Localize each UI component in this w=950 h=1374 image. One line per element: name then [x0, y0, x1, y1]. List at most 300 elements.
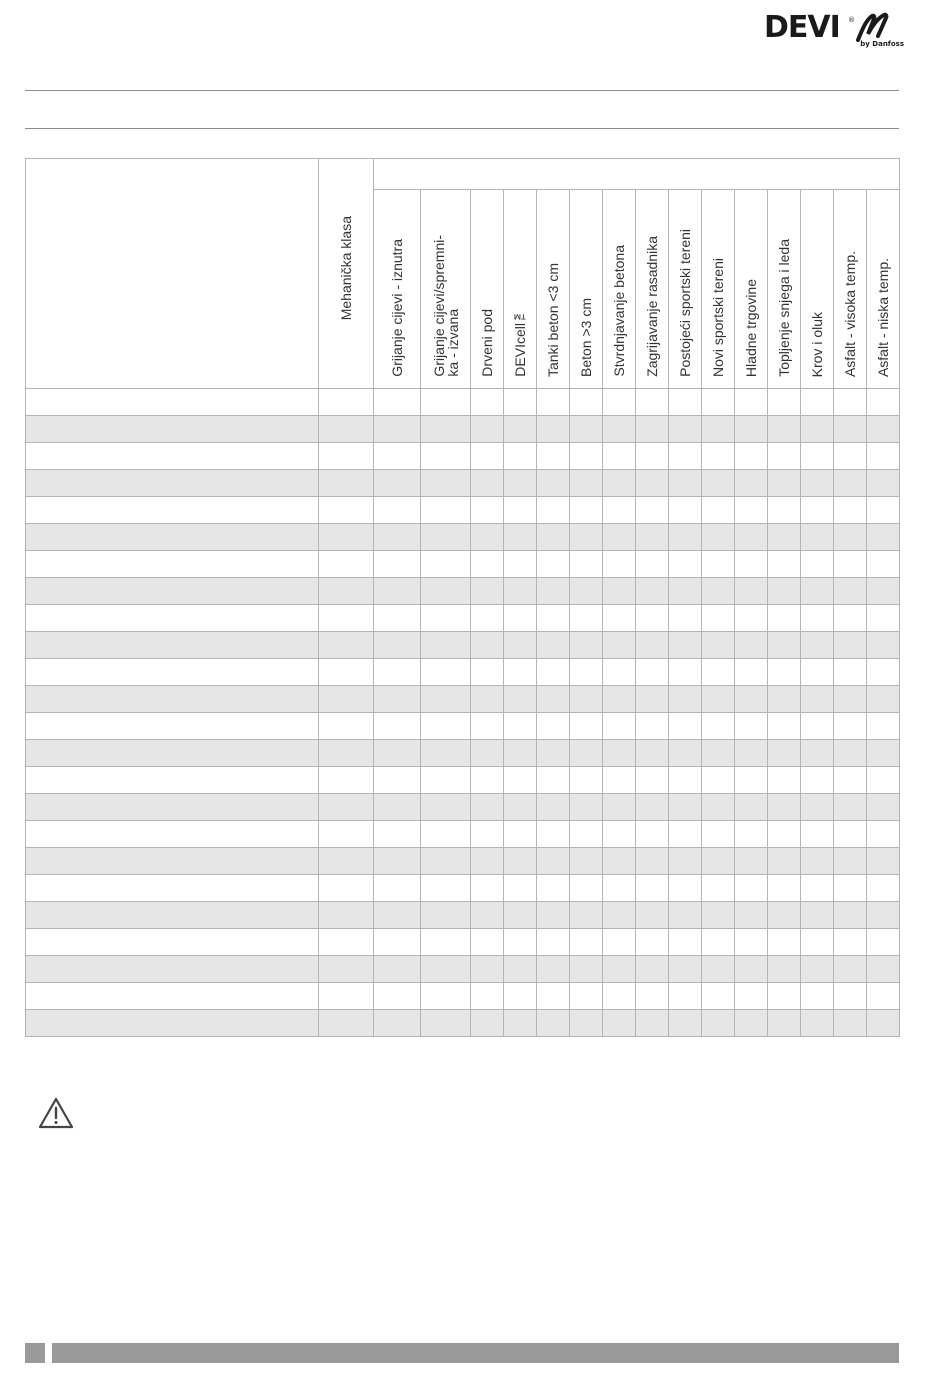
table-cell: [319, 740, 374, 767]
table-cell: [669, 497, 702, 524]
table-cell: [570, 497, 603, 524]
table-cell: [537, 470, 570, 497]
row-label-cell: [26, 389, 319, 416]
table-cell: [801, 497, 834, 524]
table-cell: [421, 443, 471, 470]
table-cell: [669, 848, 702, 875]
table-cell: [669, 686, 702, 713]
table-cell: [471, 848, 504, 875]
table-cell: [636, 497, 669, 524]
devi-wave-logo-icon: [848, 10, 908, 44]
header-col-6: [570, 190, 603, 389]
table-row: [26, 524, 900, 551]
table-cell: [867, 416, 900, 443]
table-cell: [834, 524, 867, 551]
table-cell: [768, 875, 801, 902]
table-cell: [603, 875, 636, 902]
table-cell: [421, 875, 471, 902]
table-cell: [504, 578, 537, 605]
row-label-cell: [26, 1010, 319, 1037]
table-cell: [537, 416, 570, 443]
header-col-12: [768, 190, 801, 389]
table-cell: [570, 875, 603, 902]
header-col-10: [702, 190, 735, 389]
table-cell: [636, 686, 669, 713]
header-col-1: [374, 190, 421, 389]
table-cell: [421, 1010, 471, 1037]
header-label: Novi sportski tereni: [710, 257, 726, 377]
table-cell: [768, 578, 801, 605]
table-cell: [834, 902, 867, 929]
table-cell: [702, 443, 735, 470]
header-label: Hladne trgovine: [743, 278, 759, 377]
table-cell: [504, 470, 537, 497]
table-cell: [421, 659, 471, 686]
table-cell: [374, 713, 421, 740]
table-cell: [537, 524, 570, 551]
table-cell: [319, 389, 374, 416]
table-cell: [471, 443, 504, 470]
row-label-cell: [26, 497, 319, 524]
table-cell: [669, 713, 702, 740]
table-cell: [319, 497, 374, 524]
table-cell: [374, 740, 421, 767]
table-row: [26, 983, 900, 1010]
table-cell: [537, 1010, 570, 1037]
table-cell: [471, 686, 504, 713]
table-cell: [421, 470, 471, 497]
table-cell: [603, 686, 636, 713]
table-cell: [537, 659, 570, 686]
table-row: [26, 902, 900, 929]
table-cell: [570, 929, 603, 956]
table-cell: [504, 767, 537, 794]
table-cell: [801, 848, 834, 875]
table-cell: [319, 983, 374, 1010]
table-cell: [603, 389, 636, 416]
table-row: [26, 551, 900, 578]
table-cell: [669, 389, 702, 416]
table-cell: [735, 848, 768, 875]
header-col-5: [537, 190, 570, 389]
table-cell: [504, 713, 537, 740]
table-cell: [636, 929, 669, 956]
table-cell: [319, 416, 374, 443]
table-cell: [374, 578, 421, 605]
table-cell: [768, 416, 801, 443]
table-cell: [319, 578, 374, 605]
table-cell: [867, 551, 900, 578]
table-cell: [319, 713, 374, 740]
header-col-14: [834, 190, 867, 389]
table-cell: [421, 497, 471, 524]
row-label-cell: [26, 740, 319, 767]
table-cell: [603, 848, 636, 875]
table-row: [26, 578, 900, 605]
table-cell: [801, 794, 834, 821]
table-cell: [636, 605, 669, 632]
table-cell: [570, 686, 603, 713]
table-cell: [374, 821, 421, 848]
table-cell: [834, 740, 867, 767]
table-cell: [421, 821, 471, 848]
table-cell: [603, 416, 636, 443]
table-cell: [768, 686, 801, 713]
table-cell: [636, 524, 669, 551]
table-cell: [537, 551, 570, 578]
table-cell: [504, 524, 537, 551]
table-cell: [636, 767, 669, 794]
footer-page-square: [25, 1343, 45, 1363]
table-cell: [421, 389, 471, 416]
row-label-cell: [26, 929, 319, 956]
header-col-4: [504, 190, 537, 389]
table-cell: [867, 578, 900, 605]
table-cell: [669, 1010, 702, 1037]
table-cell: [768, 659, 801, 686]
table-cell: [319, 470, 374, 497]
table-cell: [537, 794, 570, 821]
table-cell: [421, 902, 471, 929]
table-cell: [319, 767, 374, 794]
table-cell: [636, 740, 669, 767]
row-label-cell: [26, 632, 319, 659]
table-cell: [669, 929, 702, 956]
table-row: [26, 767, 900, 794]
table-cell: [537, 875, 570, 902]
table-cell: [768, 848, 801, 875]
table-cell: [735, 443, 768, 470]
table-cell: [636, 443, 669, 470]
table-cell: [374, 686, 421, 713]
table-cell: [834, 767, 867, 794]
table-row: [26, 929, 900, 956]
warning-triangle-icon: [37, 1096, 75, 1130]
table-cell: [669, 524, 702, 551]
table-cell: [702, 848, 735, 875]
table-cell: [421, 767, 471, 794]
table-cell: [867, 686, 900, 713]
table-cell: [768, 767, 801, 794]
table-cell: [504, 497, 537, 524]
table-cell: [421, 713, 471, 740]
table-cell: [603, 1010, 636, 1037]
table-cell: [735, 389, 768, 416]
table-cell: [768, 740, 801, 767]
table-cell: [319, 956, 374, 983]
table-cell: [735, 551, 768, 578]
table-cell: [735, 1010, 768, 1037]
table-cell: [702, 632, 735, 659]
table-cell: [319, 632, 374, 659]
table-cell: [834, 929, 867, 956]
table-cell: [867, 659, 900, 686]
table-cell: [374, 470, 421, 497]
table-row: [26, 632, 900, 659]
table-cell: [735, 605, 768, 632]
table-cell: [319, 443, 374, 470]
table-cell: [319, 821, 374, 848]
table-cell: [669, 578, 702, 605]
row-label-cell: [26, 983, 319, 1010]
table-cell: [471, 605, 504, 632]
table-cell: [537, 848, 570, 875]
table-cell: [669, 605, 702, 632]
table-cell: [867, 983, 900, 1010]
table-cell: [570, 740, 603, 767]
table-cell: [702, 929, 735, 956]
header-label: Grijanje cijevi - iznutra: [389, 239, 405, 377]
table-cell: [570, 443, 603, 470]
brand-logo: [764, 10, 904, 46]
table-cell: [471, 794, 504, 821]
table-cell: [702, 794, 735, 821]
table-cell: [603, 713, 636, 740]
table-cell: [636, 983, 669, 1010]
header-label: Mehanička klasa: [338, 215, 354, 321]
table-cell: [768, 632, 801, 659]
table-cell: [801, 956, 834, 983]
table-cell: [471, 524, 504, 551]
table-cell: [702, 713, 735, 740]
header-col-3: [471, 190, 504, 389]
table-cell: [768, 983, 801, 1010]
table-cell: [319, 875, 374, 902]
table-cell: [471, 578, 504, 605]
table-cell: [319, 902, 374, 929]
table-cell: [801, 416, 834, 443]
table-row: [26, 1010, 900, 1037]
table-cell: [702, 983, 735, 1010]
table-cell: [374, 929, 421, 956]
header-label: Drveni pod: [479, 309, 495, 377]
table-cell: [537, 605, 570, 632]
table-cell: [636, 713, 669, 740]
table-cell: [768, 713, 801, 740]
table-cell: [504, 632, 537, 659]
table-cell: [801, 713, 834, 740]
table-row: [26, 416, 900, 443]
table-cell: [374, 416, 421, 443]
table-row: [26, 389, 900, 416]
table-cell: [669, 902, 702, 929]
table-cell: [867, 497, 900, 524]
table-cell: [603, 605, 636, 632]
table-row: [26, 956, 900, 983]
table-cell: [421, 632, 471, 659]
table-cell: [537, 713, 570, 740]
table-cell: [570, 821, 603, 848]
table-cell: [471, 632, 504, 659]
table-cell: [570, 632, 603, 659]
table-cell: [702, 821, 735, 848]
table-cell: [834, 416, 867, 443]
table-cell: [735, 686, 768, 713]
header-col-15: [867, 190, 900, 389]
table-cell: [504, 605, 537, 632]
table-cell: [768, 443, 801, 470]
table-cell: [834, 1010, 867, 1037]
table-cell: [834, 470, 867, 497]
table-cell: [319, 551, 374, 578]
table-cell: [801, 632, 834, 659]
table-cell: [603, 578, 636, 605]
table-cell: [768, 605, 801, 632]
table-cell: [867, 443, 900, 470]
table-cell: [471, 470, 504, 497]
table-cell: [801, 1010, 834, 1037]
table-cell: [537, 578, 570, 605]
table-cell: [471, 983, 504, 1010]
table-cell: [374, 794, 421, 821]
table-cell: [801, 929, 834, 956]
table-cell: [801, 767, 834, 794]
table-cell: [834, 794, 867, 821]
application-group-header: [374, 159, 900, 190]
table-cell: [504, 821, 537, 848]
table-cell: [702, 605, 735, 632]
table-cell: [504, 659, 537, 686]
table-cell: [570, 848, 603, 875]
table-cell: [669, 794, 702, 821]
table-cell: [504, 740, 537, 767]
table-cell: [636, 659, 669, 686]
table-cell: [603, 902, 636, 929]
table-cell: [768, 551, 801, 578]
table-cell: [421, 578, 471, 605]
table-cell: [537, 983, 570, 1010]
header-label: Beton >3 cm: [578, 298, 594, 377]
table-cell: [537, 929, 570, 956]
table-cell: [537, 956, 570, 983]
registered-mark: ®: [848, 16, 855, 24]
table-cell: [603, 821, 636, 848]
table-cell: [735, 794, 768, 821]
table-cell: [471, 389, 504, 416]
row-label-cell: [26, 551, 319, 578]
table-cell: [471, 551, 504, 578]
table-cell: [374, 983, 421, 1010]
table-cell: [537, 767, 570, 794]
table-cell: [504, 875, 537, 902]
table-cell: [834, 632, 867, 659]
table-cell: [319, 929, 374, 956]
table-cell: [319, 524, 374, 551]
table-cell: [768, 929, 801, 956]
table-row: [26, 875, 900, 902]
table-cell: [421, 605, 471, 632]
table-cell: [471, 902, 504, 929]
table-cell: [768, 902, 801, 929]
table-cell: [735, 875, 768, 902]
table-cell: [537, 740, 570, 767]
table-cell: [603, 497, 636, 524]
table-cell: [374, 767, 421, 794]
table-cell: [867, 956, 900, 983]
table-cell: [735, 713, 768, 740]
table-cell: [735, 821, 768, 848]
table-cell: [867, 605, 900, 632]
table-row: [26, 470, 900, 497]
table-cell: [570, 983, 603, 1010]
table-cell: [702, 551, 735, 578]
table-cell: [636, 794, 669, 821]
header-label: Grijanje cijevi/spremni- ka - izvana: [430, 235, 461, 377]
footer-bar: [52, 1343, 899, 1363]
table-cell: [867, 767, 900, 794]
table-cell: [768, 1010, 801, 1037]
row-label-cell: [26, 956, 319, 983]
header-rule-bottom: [25, 128, 899, 129]
table-cell: [669, 956, 702, 983]
table-cell: [867, 902, 900, 929]
table-cell: [735, 929, 768, 956]
table-cell: [421, 524, 471, 551]
table-cell: [702, 389, 735, 416]
table-cell: [867, 389, 900, 416]
table-cell: [735, 767, 768, 794]
table-cell: [834, 497, 867, 524]
table-cell: [374, 524, 421, 551]
table-cell: [603, 983, 636, 1010]
table-cell: [603, 551, 636, 578]
row-label-cell: [26, 443, 319, 470]
table-cell: [669, 821, 702, 848]
table-row: [26, 794, 900, 821]
table-cell: [374, 956, 421, 983]
table-cell: [603, 794, 636, 821]
table-cell: [867, 524, 900, 551]
table-cell: [570, 659, 603, 686]
table-cell: [867, 740, 900, 767]
row-label-cell: [26, 821, 319, 848]
table-cell: [570, 524, 603, 551]
table-cell: [570, 902, 603, 929]
table-cell: [702, 659, 735, 686]
table-cell: [702, 416, 735, 443]
table-cell: [570, 605, 603, 632]
row-label-cell: [26, 902, 319, 929]
row-label-cell: [26, 875, 319, 902]
table-cell: [471, 956, 504, 983]
table-cell: [319, 848, 374, 875]
table-cell: [421, 956, 471, 983]
table-cell: [504, 443, 537, 470]
table-cell: [374, 659, 421, 686]
table-cell: [374, 1010, 421, 1037]
table-cell: [603, 470, 636, 497]
table-cell: [702, 956, 735, 983]
table-cell: [801, 389, 834, 416]
table-cell: [735, 416, 768, 443]
table-row: [26, 497, 900, 524]
table-row: [26, 821, 900, 848]
brand-sub: by Danfoss: [860, 40, 904, 48]
table-row: [26, 659, 900, 686]
table-cell: [537, 902, 570, 929]
table-cell: [834, 443, 867, 470]
table-cell: [374, 632, 421, 659]
table-cell: [702, 902, 735, 929]
table-cell: [669, 875, 702, 902]
table-cell: [504, 686, 537, 713]
header-mechanical-class: [319, 159, 374, 389]
table-cell: [603, 524, 636, 551]
table-cell: [636, 875, 669, 902]
table-row: [26, 686, 900, 713]
table-cell: [603, 632, 636, 659]
table-cell: [834, 578, 867, 605]
